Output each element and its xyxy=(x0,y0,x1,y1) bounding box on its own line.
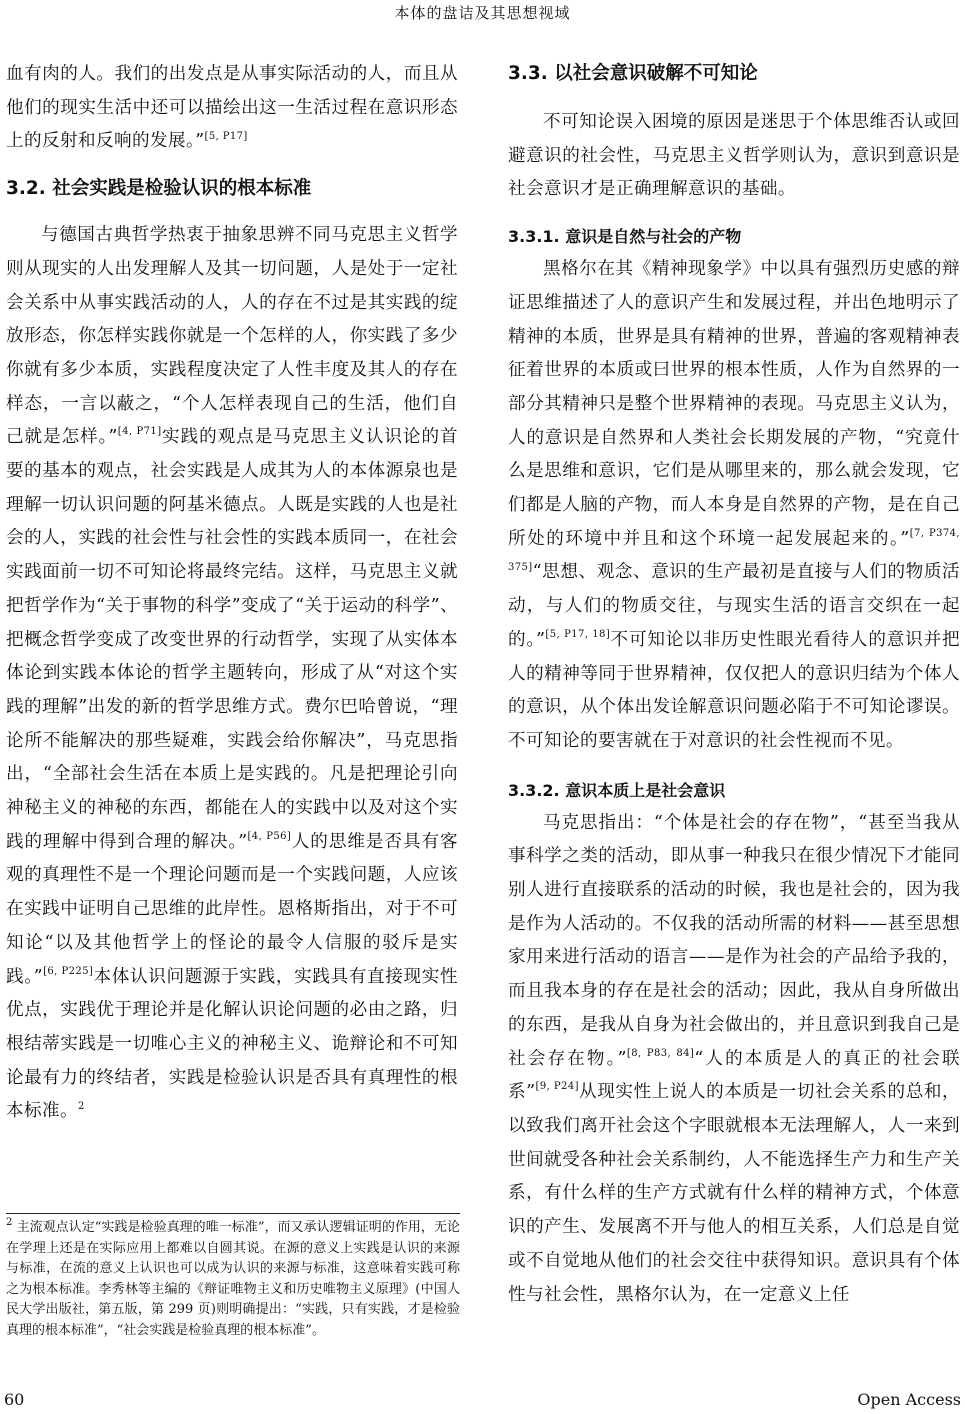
subsection-heading-3-3-1: 3.3.1. 意识是自然与社会的产物 xyxy=(508,227,742,247)
running-head: 本体的盘诘及其思想视域 xyxy=(394,4,571,22)
citation: [4, P56] xyxy=(247,830,292,842)
citation: [7, P374, 375] xyxy=(508,527,961,573)
footnote-text: 主流观点认定“实践是检验真理的唯一标准”，而又承认逻辑证明的作用，无论在学理上还是在实际应用上都难以自圆其说。在源的意义上实践是认识的来源与标准，在流的意义上认识也可以成为认识的来源与标准，这意味着实践可称之为根本标准。李秀林等主编的《辩证唯物主义和历史唯物主义原理》(中国人民大学出版社，第五版，第 299 页)则明确提出：“实践，只有实践，才是检验真理的根本标准”，“社会实践是检验真理的根本标准”。 xyxy=(6,1220,460,1338)
section-heading-3-3: 3.3. 以社会意识破解不可知论 xyxy=(508,63,758,84)
paragraph xyxy=(508,253,960,759)
text: 从现实性上说人的本质是一切社会关系的总和，以致我们离开社会这个字眼就根本无法理解人，人一来到世间就受各种社会关系制约，人不能选择生产力和生产关系，有什么样的生产方式就有什么样的精神方式，个体意识的产生、发展离不开与他人的相互关系，人们总是自觉或不自觉地从他们的社会交往中获得知识。意识具有个体性与社会性，黑格尔认为，在一定意义上任 xyxy=(508,1082,960,1305)
paragraph-continuation xyxy=(6,58,458,159)
citation: [4, P71] xyxy=(117,426,162,438)
section-heading-3-2: 3.2. 社会实践是检验认识的根本标准 xyxy=(6,178,312,200)
citation: [8, P83, 84] xyxy=(626,1047,695,1059)
citation: [6, P225] xyxy=(43,965,94,977)
page-number: 60 xyxy=(4,1390,25,1409)
text: 黑格尔在其《精神现象学》中以具有强烈历史感的辩证思维描述了人的意识产生和发展过程，并出色地明示了精神的本质，世界是具有精神的世界，普遍的客观精神表征着世界的本质或曰世界的根本性质，人作为自然界的一部分其精神只是整个世界精神的表现。马克思主义认为，人的意识是自然界和人类社会长期发展的产物，“究竟什么是思维和意识，它们是从哪里来的，那么就会发现，它们都是人脑的产物，而人本身是自然界的产物，是在自己所处的环境中并且和这个环境一起发展起来的。” xyxy=(508,259,960,549)
text: “思想、观念、意识的生产最初是直接与人们的物质活动，与人们的物质交往，与现实生活的语言交织在一起的。” xyxy=(508,562,960,650)
text: 实践的观点是马克思主义认识论的首要的基本的观点，社会实践是人成其为人的本体源泉也是理解一切认识问题的阿基米德点。人既是实践的人也是社会的人，实践的社会性与社会性的实践本质同一，在社会实践面前一切不可知论将最终完结。这样，马克思主义就把哲学作为“关于事物的科学”变成了“关于运动的科学”、把概念哲学变成了改变世界的行动哲学，实现了从实体本体论到实践本体论的哲学主题转向，形成了从“对这个实践的理解”出发的新的哲学思维方式。费尔巴哈曾说，“理论所不能解决的那些疑难，实践会给你解决”，马克思指出，“全部社会生活在本质上是实践的。凡是把理论引向神秘主义的神秘的东西，都能在人的实践中以及对这个实践的理解中得到合理的解决。” xyxy=(6,427,458,852)
footnote-marker: 2 xyxy=(77,1100,85,1112)
text: 不可知论以非历史性眼光看待人的意识并把人的精神等同于世界精神，仅仅把人的意识归结为个体人的意识，从个体出发诠解意识问题必陷于不可知论谬误。不可知论的要害就在于对意识的社会性视而不见。 xyxy=(508,629,960,751)
right-column xyxy=(508,58,960,1312)
citation: [9, P24] xyxy=(535,1081,579,1093)
paragraph xyxy=(6,219,458,1129)
footnote xyxy=(6,1218,460,1342)
text: 人的思维是否具有客观的真理性不是一个理论问题而是一个实践问题，人应该在实践中证明自己思维的此岸性。恩格斯指出，对于不可知论“以及其他哲学上的怪论的最令人信服的驳斥是实践。” xyxy=(6,831,458,987)
citation: [5, P17, 18] xyxy=(545,628,611,640)
paragraph xyxy=(508,807,960,1313)
citation: [5, P17] xyxy=(204,130,248,142)
footnote-number: 2 xyxy=(6,1216,13,1228)
journal-label: Open Access xyxy=(857,1390,961,1409)
subsection-heading-3-3-2: 3.3.2. 意识本质上是社会意识 xyxy=(508,780,726,800)
left-column xyxy=(6,58,458,1129)
text: 马克思指出：“个体是社会的存在物”，“甚至当我从事科学之类的活动，即从事一种我只在很少情况下才能同别人进行直接联系的活动的时候，我也是社会的，因为我是作为人活动的。不仅我的活动所需的材料——甚至思想家用来进行活动的语言——是作为社会的产品给予我的，而且我本身的存在是社会的活动；因此，我从自身所做出的东西，是我从自身为社会做出的，并且意识到我自己是社会存在物。” xyxy=(508,812,960,1069)
text: “人的本质是人的真正的社会联系” xyxy=(508,1048,960,1103)
text: 与德国古典哲学热衷于抽象思辨不同马克思主义哲学则从现实的人出发理解人及其一切问题，人是处于一定社会关系中从事实践活动的人，人的存在不过是其实践的绽放形态，你怎样实践你就是一个怎样的人，你实践了多少你就有多少本质，实践程度决定了人性丰度及其人的存在样态，一言以蔽之，“个人怎样表现自己的生活，他们自己就是怎样。” xyxy=(6,225,458,448)
footnote-divider xyxy=(6,1213,460,1214)
text: 本体认识问题源于实践，实践具有直接现实性优点，实践优于理论并是化解认识论问题的必由之路，归根结蒂实践是一切唯心主义的神秘主义、诡辩论和不可知论最有力的终结者，实践是检验认识是否具有真理性的根本标准。 xyxy=(6,966,458,1122)
paragraph: 不可知论误入困境的原因是迷思于个体思维否认或回避意识的社会性，马克思主义哲学则认为，意识到意识是社会意识才是正确理解意识的基础。 xyxy=(508,112,960,200)
text: 血有肉的人。我们的出发点是从事实际活动的人，而且从他们的现实生活中还可以描绘出这一生活过程在意识形态上的反射和反响的发展。” xyxy=(6,64,458,152)
